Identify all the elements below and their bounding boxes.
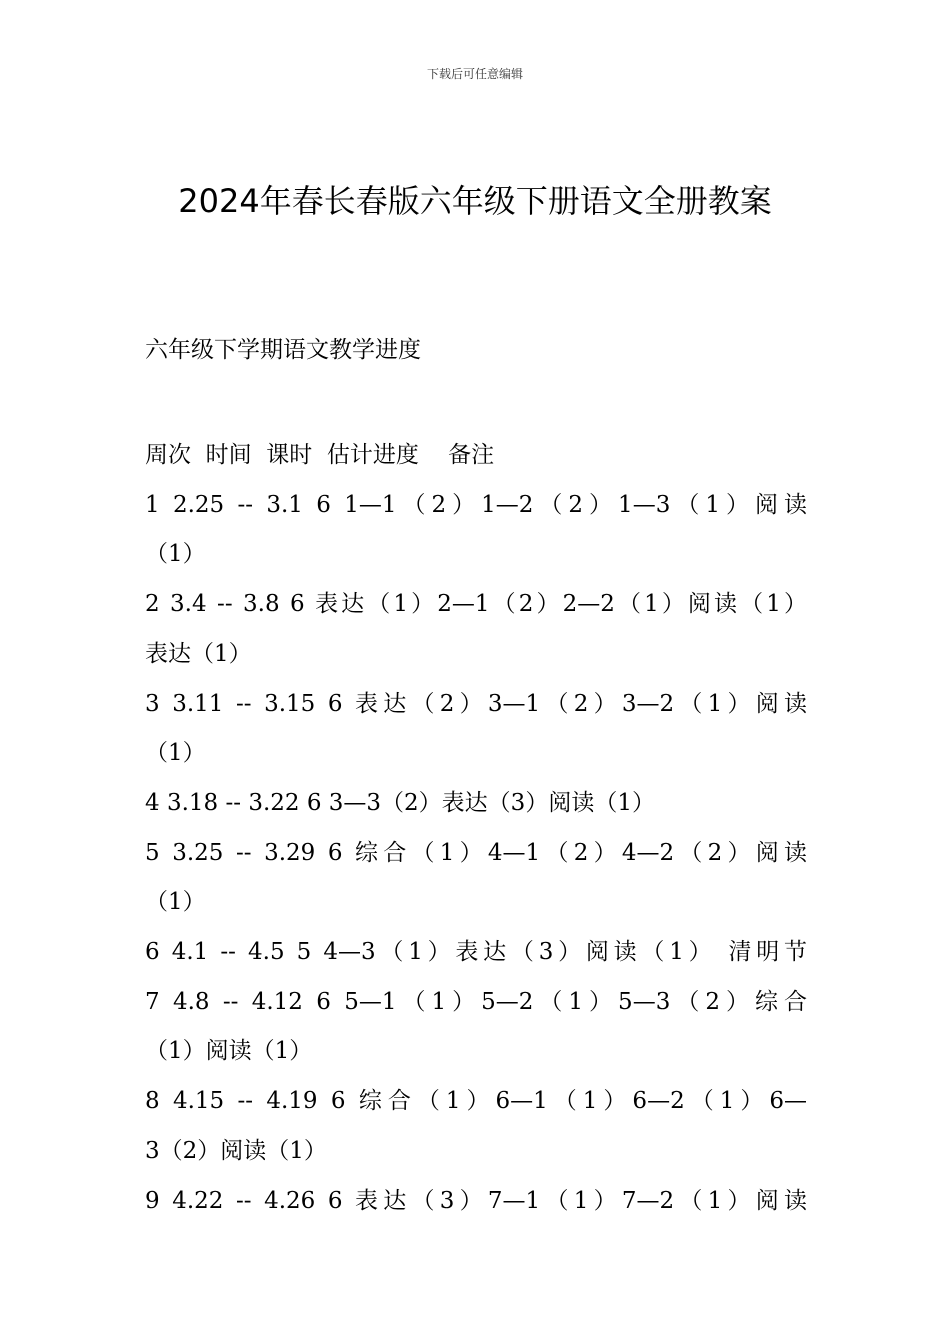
- schedule-line: （1）: [145, 889, 206, 916]
- schedule-line: 5 3.25 -- 3.29 6 综合（1）4—1（2）4—2（2）阅读: [145, 839, 807, 866]
- schedule-line: 表达（1）: [145, 640, 252, 667]
- schedule-line: （1）阅读（1）: [145, 1038, 313, 1065]
- schedule-line: （1）: [145, 541, 206, 568]
- schedule-line: （1）: [145, 740, 206, 767]
- page-header-note: 下载后可任意编辑: [426, 67, 523, 81]
- document-title: 2024年春长春版六年级下册语文全册教案: [178, 182, 772, 220]
- schedule-line: 3 3.11 -- 3.15 6 表达（2）3—1（2）3—2（1）阅读: [145, 690, 807, 717]
- schedule-line: 2 3.4 -- 3.8 6 表达（1）2—1（2）2—2（1）阅读（1）: [145, 591, 807, 618]
- schedule-line: 1 2.25 -- 3.1 6 1—1（2）1—2（2）1—3（1）阅读: [145, 491, 807, 518]
- schedule-line: 3（2）阅读（1）: [145, 1137, 327, 1164]
- schedule-line: 7 4.8 -- 4.12 6 5—1（1）5—2（1）5—3（2）综合: [145, 988, 807, 1015]
- schedule-line: 4 3.18 -- 3.22 6 3—3（2）表达（3）阅读（1）: [145, 789, 655, 816]
- schedule-table: [145, 431, 807, 1226]
- schedule-line: 9 4.22 -- 4.26 6 表达（3）7—1（1）7—2（1）阅读: [145, 1187, 807, 1214]
- schedule-line: 8 4.15 -- 4.19 6 综合（1）6—1（1）6—2（1）6—: [145, 1088, 807, 1115]
- section-heading: 六年级下学期语文教学进度: [145, 337, 421, 363]
- schedule-header-row: 周次 时间 课时 估计进度 备注: [145, 442, 495, 468]
- schedule-line: 6 4.1 -- 4.5 5 4—3（1）表达（3）阅读（1） 清明节: [145, 939, 807, 966]
